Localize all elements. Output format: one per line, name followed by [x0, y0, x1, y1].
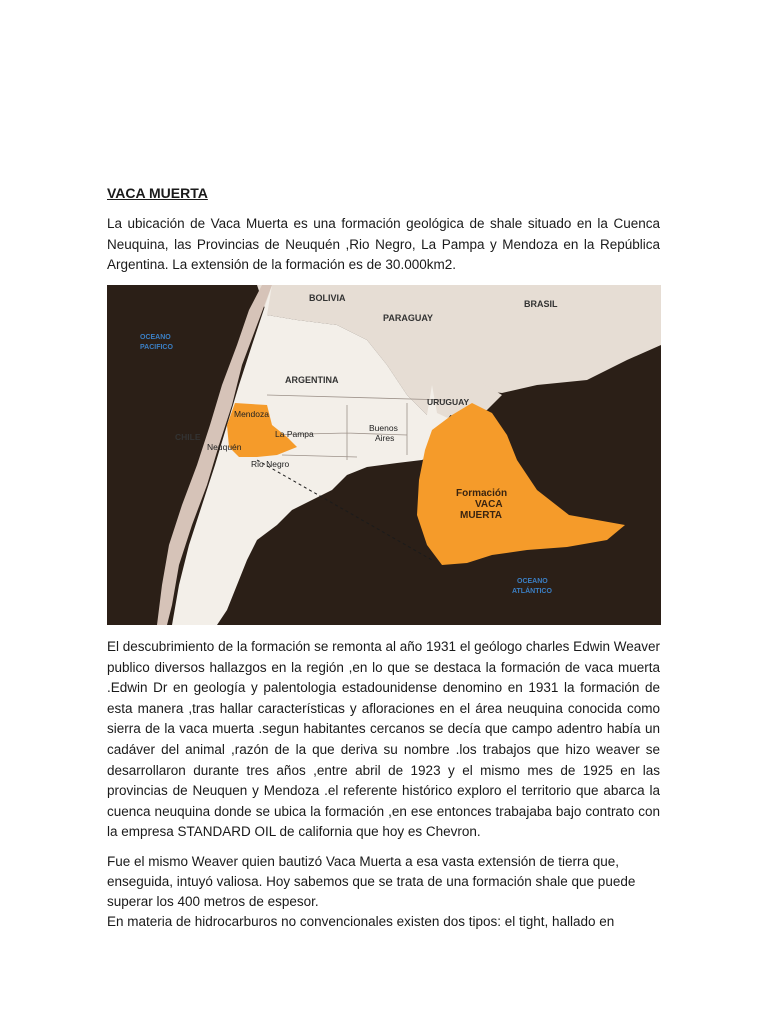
- label-neuquen: Neuquén: [207, 442, 242, 452]
- label-argentina: ARGENTINA: [285, 375, 339, 385]
- label-chile: CHILE: [175, 432, 201, 442]
- document-title: VACA MUERTA: [107, 185, 208, 201]
- paragraph-intro: La ubicación de Vaca Muerta es una formación geológica de shale situado en la Cuenca Neuquina, las Provincias de Neuquén ,Rio Negro, La Pampa y Mendoza en la República Argentina. La extensión de la formación es de 30.000km2.: [107, 216, 660, 273]
- label-buenos-aires-1: Buenos: [369, 423, 398, 433]
- paragraph-history: El descubrimiento de la formación se remonta al año 1931 el geólogo charles Edwin Weaver publico diversos hallazgos en la región ,en lo que se destaca la formación de vaca muerta .Edwin Dr en geología y palentologia estadounidense denomino en 1931 la formación de esta manera ,tras hallar características y afloraciones en el área neuquina conocida como sierra de la vaca muerta .segun habitantes cercanos se decía que campo adentro había un cadáver del animal ,razón de la que deriva su nombre .los trabajos que hizo weaver se desarrollaron durante tres años ,entre abril de 1923 y el mismo mes de 1925 en las provincias de Neuquen y Mendoza .el referente histórico exploro el territorio que abarca la cuenca neuquina donde se ubica la formación ,en ese entonces trabajaba bajo contrato con la empresa STANDARD OIL de california que hoy es Chevron.: [107, 639, 660, 840]
- label-mendoza: Mendoza: [234, 409, 269, 419]
- label-brasil: BRASIL: [524, 299, 558, 309]
- vaca-muerta-map: [107, 285, 661, 625]
- label-rio-negro: Rio Negro: [251, 459, 290, 469]
- paragraph-hydrocarbons: En materia de hidrocarburos no convencionales existen dos tipos: el tight, hallado en: [107, 914, 615, 929]
- label-uruguay: URUGUAY: [427, 397, 470, 407]
- label-la-pampa: La Pampa: [275, 429, 314, 439]
- label-bolivia: BOLIVIA: [309, 293, 346, 303]
- label-paraguay: PARAGUAY: [383, 313, 434, 323]
- map-svg: [107, 285, 661, 625]
- label-formacion-3: MUERTA: [460, 510, 503, 521]
- label-oceano-pacifico-1: OCEANO: [140, 334, 171, 341]
- label-formacion-2: VACA: [475, 499, 503, 510]
- paragraph-weaver: Fue el mismo Weaver quien bautizó Vaca Muerta a esa vasta extensión de tierra que, enseguida, intuyó valiosa. Hoy sabemos que se trata de una formación shale que puede superar los 400 metros de espesor.: [107, 854, 636, 909]
- label-oceano-pacifico-2: PACIFICO: [140, 344, 173, 351]
- label-oceano-atlantico-1: OCEANO: [517, 578, 548, 585]
- label-oceano-atlantico-2: ATLÁNTICO: [512, 588, 552, 595]
- label-buenos-aires-2: Aires: [375, 433, 395, 443]
- label-formacion-1: Formación: [456, 488, 508, 499]
